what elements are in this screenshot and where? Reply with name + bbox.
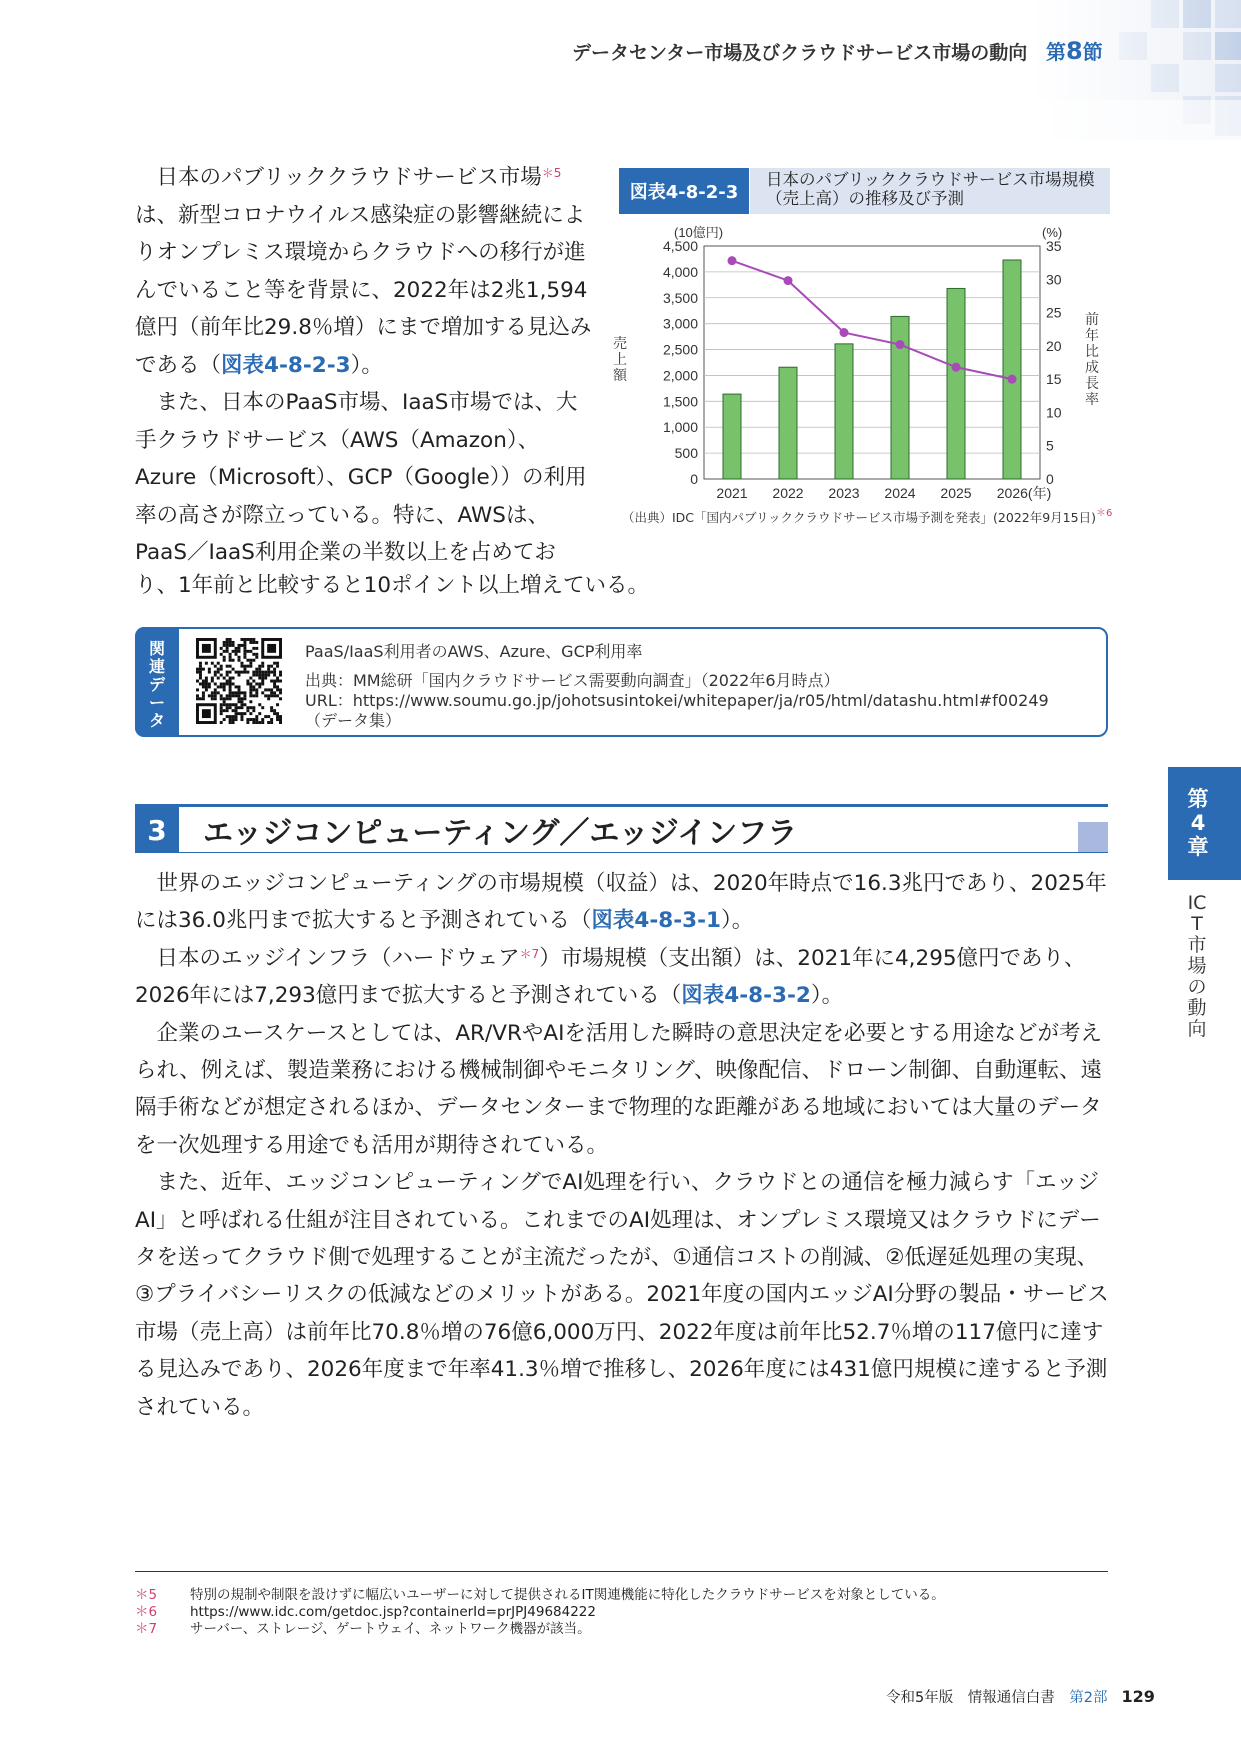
y-left-axis-label: 上 [613,352,627,368]
bar-2025 [947,288,965,479]
intro-text-column [135,159,597,572]
x-tick-label: 2024 [884,485,916,501]
paragraph-edge-global: 世界のエッジコンピューティングの市場規模（収益）は、2020年時点で16.3兆円であり、2025年には36.0兆円まで拡大すると予測されている（図表4-8-3-1）。 [135,871,1107,934]
y-left-tick-label: 2,000 [662,367,698,384]
footer-book-title: 令和5年版 情報通信白書 [886,1690,1055,1706]
bar-2022 [779,367,797,479]
bar-2026(年) [1003,260,1021,479]
x-tick-label: 2023 [828,485,860,501]
section-number: 3 [135,807,179,853]
figure-source: （出典）IDC「国内パブリッククラウドサービス市場予測を発表」(2022年9月15日)$^{*6}$ [622,508,1113,525]
x-tick-label: 2026(年) [996,485,1052,501]
figure-title: 日本のパブリッククラウドサービス市場規模（売上高）の推移及び予測 [750,168,1110,214]
paragraph-edge-japan: 日本のエッジインフラ（ハードウェア$^{*7}$）市場規模（支出額）は、2021年に4,295億円であり、2026年には7,293億円まで拡大すると予測されている（図表4-8-3-2）。 [135,945,1086,1009]
footnote-ref-5[interactable]: ＊5 [541,166,562,180]
running-header-title: データセンター市場及びクラウドサービス市場の動向 [572,42,1028,64]
header-decoration [1031,0,1241,140]
y-left-tick-label: 500 [674,445,698,462]
y-right-tick-label: 5 [1046,437,1054,454]
qr-code-icon[interactable] [196,638,282,724]
running-header-section: 第8節 [1046,37,1103,65]
chapter-subtitle: ICT市場の動向 [1187,892,1207,1040]
footnotes [135,1587,945,1638]
bar-2023 [835,344,853,479]
x-tick-label: 2025 [940,485,972,501]
y-right-tick-label: 15 [1046,371,1062,388]
y-right-axis-label: 成 [1085,360,1099,376]
y-right-tick-label: 30 [1046,271,1062,288]
x-tick-label: 2022 [772,485,804,501]
paragraph-paas-iaas: また、日本のPaaS市場、IaaS市場では、大手クラウドサービス（AWS（Amazon）、Azure（Microsoft）、GCP（Google））の利用率の高さが際立っている。特に、AWSは、PaaS／IaaS利用企業の半数以上を占めてお [135,390,587,565]
y-right-tick-label: 0 [1046,471,1054,487]
related-data-title: PaaS/IaaS利用者のAWS、Azure、GCP利用率 [305,642,643,661]
growth-rate-point-2022 [784,276,793,285]
section-title: エッジコンピューティング／エッジインフラ [203,816,798,851]
y-left-tick-label: 3,000 [662,315,698,332]
bar-2021 [723,394,741,479]
growth-rate-line [732,261,1012,379]
y-right-tick-label: 35 [1046,238,1062,254]
section-body [135,865,1110,1426]
y-left-tick-label: 1,000 [662,419,698,436]
related-data-url[interactable]: URL：https://www.soumu.go.jp/johotsusintokei/whitepaper/ja/r05/html/datashu.html#f00249 [305,691,1049,710]
y-right-axis-label: 長 [1085,376,1099,392]
related-data-tab-label: 関連データ [148,639,165,730]
page-number: 129 [1121,1687,1155,1706]
figure-link-4-8-3-1[interactable]: 図表4-8-3-1 [591,908,721,934]
footnote-ref-7[interactable]: ＊7 [519,946,540,961]
page-footer [886,1686,1155,1707]
related-data-note: （データ集） [305,711,402,730]
y-left-axis-label: 額 [613,368,627,384]
footnote-item: ＊5 特別の規制や制限を設けずに幅広いユーザーに対して提供されるIT関連機能に特化したクラウドサービスを対象としている。 [135,1587,945,1603]
y-left-tick-label: 3,500 [662,289,698,306]
figure-label: 図表4-8-2-3 [619,168,749,214]
y-left-tick-label: 1,500 [662,393,698,410]
y-left-unit: (10億円) [674,225,724,240]
y-left-tick-label: 0 [690,471,698,487]
y-right-axis-label: 年 [1085,328,1099,344]
growth-rate-point-2023 [840,328,849,337]
section-heading-topline [135,804,1108,807]
plot-frame [704,246,1040,479]
growth-rate-point-2024 [896,340,905,349]
paragraph-paas-iaas-end: り、1年前と比較すると10ポイント以上増えている。 [135,573,650,598]
y-left-tick-label: 2,500 [662,341,698,358]
paragraph-edge-ai: また、近年、エッジコンピューティングでAI処理を行い、クラウドとの通信を極力減らす「エッジAI」と呼ばれる仕組が注目されている。これまでのAI処理は、オンプレミス環境又はクラウドにデータを送ってクラウド側で処理することが主流だったが、①通信コストの削減、②低遅延処理の実現、③プライバシーリスクの低減などのメリットがある。2021年度の国内エッジAI分野の製品・サービス市場（売上高）は前年比70.8％増の76億6,000万円、2022年度は前年比52.7％増の117億円に達する見込みであり、2026年度まで年率41.3％増で推移し、2026年度には431億円規模に達すると予測されている。 [135,1170,1109,1420]
y-right-axis-label: 比 [1085,344,1099,360]
section-heading-block [1078,822,1108,852]
footnote-url[interactable]: https://www.idc.com/getdoc.jsp?containerId=prJPJ49684222 [190,1604,596,1620]
chapter-tab-label: 第4章 [1187,787,1209,859]
y-right-tick-label: 25 [1046,304,1062,321]
y-right-axis-label: 率 [1085,392,1099,408]
figure-link-4-8-2-3[interactable]: 図表4-8-2-3 [221,352,351,378]
y-left-tick-label: 4,500 [662,238,698,254]
y-right-axis-label: 前 [1085,312,1099,328]
footnote-item: ＊7 サーバー、ストレージ、ゲートウェイ、ネットワーク機器が該当。 [135,1621,591,1637]
y-right-tick-label: 20 [1046,337,1062,354]
y-left-axis-label: 売 [613,336,627,352]
y-right-tick-label: 10 [1046,404,1062,421]
related-data-source: 出典：MM総研「国内クラウドサービス需要動向調査」（2022年6月時点） [305,671,840,690]
cloud-market-chart [612,224,1112,509]
figure-link-4-8-3-2[interactable]: 図表4-8-3-2 [681,983,811,1009]
section-heading-underline [135,852,1108,853]
footnote-item: ＊6 https://www.idc.com/getdoc.jsp?containerId=prJPJ49684222 [135,1604,596,1620]
growth-rate-point-2021 [728,256,737,265]
paragraph-use-cases: 企業のユースケースとしては、AR/VRやAIを活用した瞬時の意思決定を必要とする用途などが考えられ、例えば、製造業務における機械制御やモニタリング、映像配信、ドローン制御、自動運転、遠隔手術などが想定されるほか、データセンターまで物理的な距離がある地域においては大量のデータを一次処理する用途でも活用が期待されている。 [135,1020,1103,1158]
footer-part: 第2部 [1069,1690,1108,1706]
y-right-unit: (%) [1042,225,1063,240]
growth-rate-point-2025 [952,363,961,372]
growth-rate-point-2026(年) [1008,375,1017,384]
y-left-tick-label: 4,000 [662,263,698,280]
footnote-rule [135,1571,1108,1572]
x-tick-label: 2021 [716,485,748,501]
paragraph-cloud-market: 日本のパブリッククラウドサービス市場$^{*5}$は、新型コロナウイルス感染症の影響継続によりオンプレミス環境からクラウドへの移行が進んでいること等を背景に、2022年は2兆1,594億円（前年比29.8％増）にまで増加する見込みである（図表4-8-2-3）。 [135,165,592,378]
